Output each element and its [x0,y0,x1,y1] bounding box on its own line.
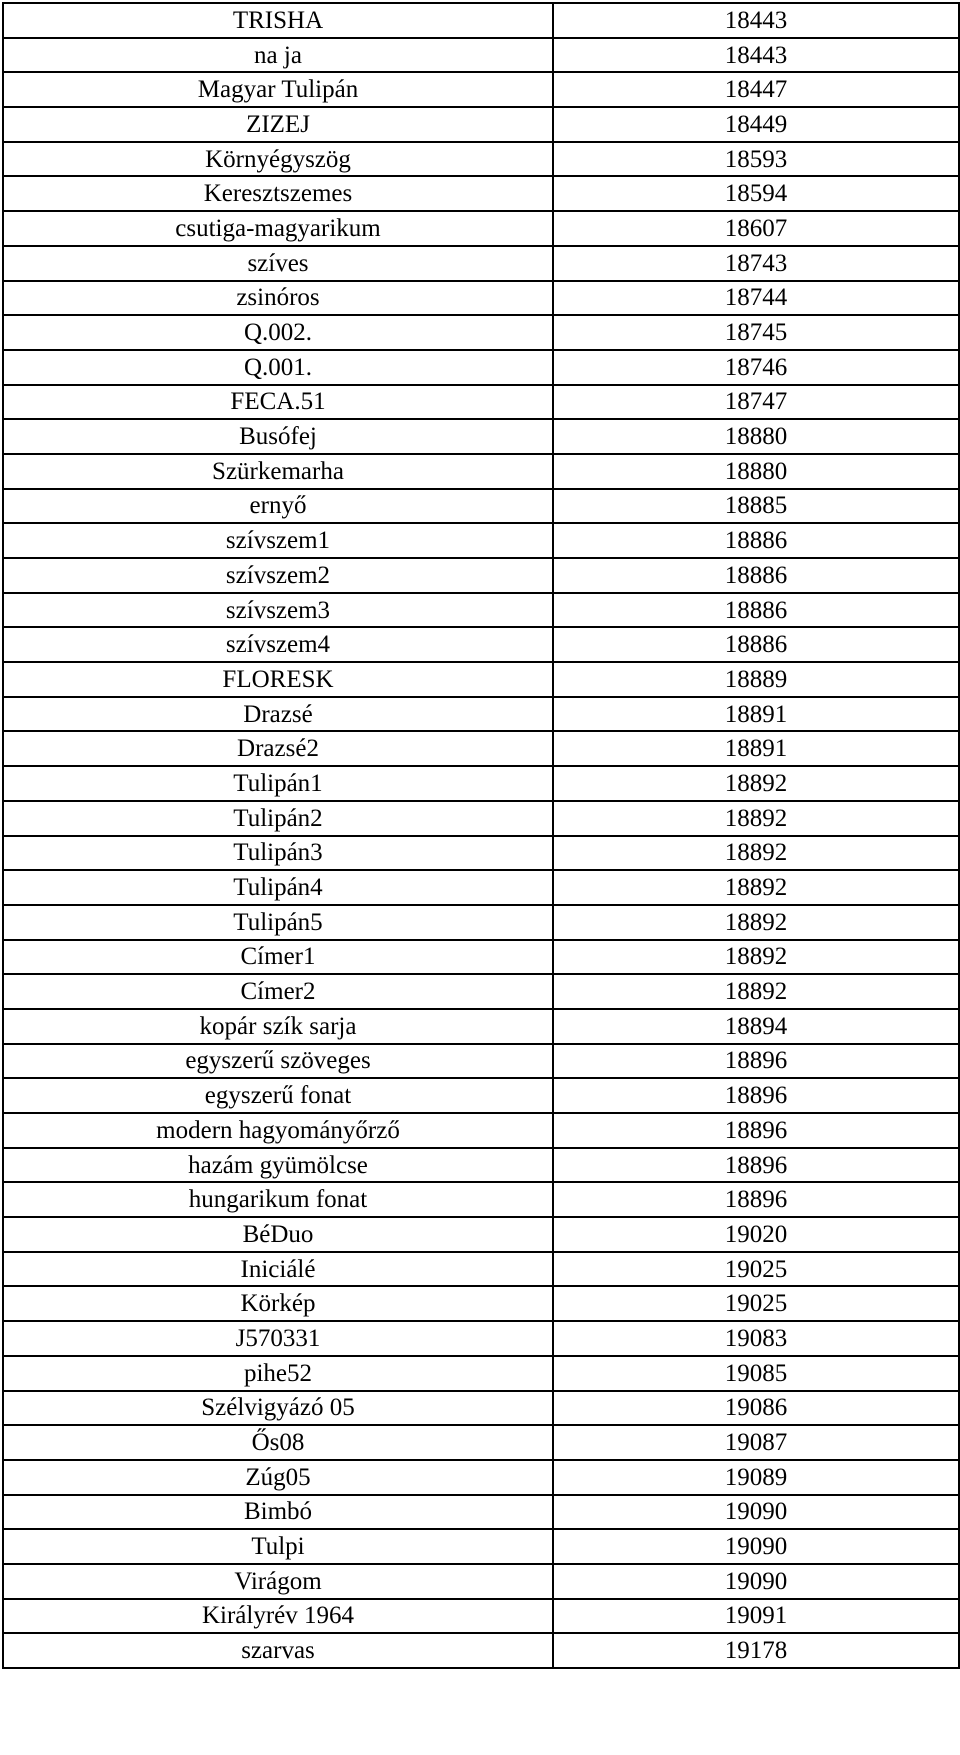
name-cell: Tulipán5 [3,905,553,940]
number-cell: 18747 [553,385,959,420]
name-cell: J570331 [3,1321,553,1356]
name-cell: szíves [3,246,553,281]
number-cell: 19090 [553,1564,959,1599]
table-row [3,385,959,420]
number-cell: 19090 [553,1529,959,1564]
number-cell: 18892 [553,940,959,975]
number-cell: 18593 [553,142,959,177]
table-row [3,766,959,801]
table-row [3,1356,959,1391]
name-cell: szarvas [3,1633,553,1668]
name-cell: Keresztszemes [3,176,553,211]
table-row [3,315,959,350]
name-cell: ZIZEJ [3,107,553,142]
number-cell: 18891 [553,697,959,732]
table-row [3,1113,959,1148]
number-cell: 18744 [553,281,959,316]
number-cell: 19025 [553,1252,959,1287]
table-row [3,1529,959,1564]
table-row [3,731,959,766]
table-row [3,1460,959,1495]
number-cell: 18880 [553,419,959,454]
table-row [3,940,959,975]
name-cell: BéDuo [3,1217,553,1252]
name-cell: Busófej [3,419,553,454]
table-row [3,1148,959,1183]
number-cell: 18896 [553,1078,959,1113]
name-cell: pihe52 [3,1356,553,1391]
name-cell: Szélvigyázó 05 [3,1391,553,1426]
table-row [3,697,959,732]
number-cell: 18443 [553,3,959,38]
table-row [3,38,959,73]
name-cell: Körkép [3,1286,553,1321]
number-cell: 19083 [553,1321,959,1356]
number-cell: 18594 [553,176,959,211]
number-cell: 18892 [553,766,959,801]
table-row [3,870,959,905]
name-cell: FLORESK [3,662,553,697]
name-cell: ernyő [3,489,553,524]
name-cell: Ős08 [3,1425,553,1460]
number-cell: 18607 [553,211,959,246]
number-cell: 18896 [553,1148,959,1183]
table-row [3,974,959,1009]
name-cell: egyszerű szöveges [3,1044,553,1079]
name-cell: modern hagyományőrző [3,1113,553,1148]
name-cell: csutiga-magyarikum [3,211,553,246]
table-row [3,1252,959,1287]
table-row [3,662,959,697]
table-row [3,1633,959,1668]
name-cell: FECA.51 [3,385,553,420]
name-cell: Címer1 [3,940,553,975]
number-cell: 18892 [553,870,959,905]
table-row [3,489,959,524]
table-row [3,1286,959,1321]
table-row [3,246,959,281]
name-cell: Tulpi [3,1529,553,1564]
name-cell: Virágom [3,1564,553,1599]
name-cell: Tulipán4 [3,870,553,905]
table-row [3,905,959,940]
name-cell: Q.002. [3,315,553,350]
name-cell: Drazsé [3,697,553,732]
number-cell: 18886 [553,523,959,558]
name-cell: Környégyszög [3,142,553,177]
number-cell: 18746 [553,350,959,385]
number-cell: 18880 [553,454,959,489]
name-cell: hungarikum fonat [3,1182,553,1217]
number-cell: 18886 [553,558,959,593]
number-cell: 18896 [553,1113,959,1148]
table-row [3,1009,959,1044]
number-cell: 18743 [553,246,959,281]
number-cell: 18745 [553,315,959,350]
name-cell: Drazsé2 [3,731,553,766]
number-cell: 19089 [553,1460,959,1495]
number-cell: 18896 [553,1182,959,1217]
table-row [3,211,959,246]
name-cell: Iniciálé [3,1252,553,1287]
name-cell: Királyrév 1964 [3,1599,553,1634]
number-cell: 18449 [553,107,959,142]
name-cell: Q.001. [3,350,553,385]
name-number-table [2,2,960,1669]
number-cell: 18885 [553,489,959,524]
table-row [3,523,959,558]
number-cell: 19020 [553,1217,959,1252]
name-cell: Bimbó [3,1495,553,1530]
table-row [3,627,959,662]
number-cell: 19087 [553,1425,959,1460]
name-cell: szívszem2 [3,558,553,593]
table-row [3,1495,959,1530]
number-cell: 18443 [553,38,959,73]
table-row [3,1564,959,1599]
number-cell: 18892 [553,801,959,836]
name-cell: kopár szík sarja [3,1009,553,1044]
table-row [3,107,959,142]
number-cell: 18886 [553,627,959,662]
table-body [3,3,959,1668]
number-cell: 19025 [553,1286,959,1321]
number-cell: 18889 [553,662,959,697]
table-row [3,593,959,628]
name-cell: Szürkemarha [3,454,553,489]
number-cell: 18896 [553,1044,959,1079]
table-row [3,1078,959,1113]
table-row [3,558,959,593]
table-row [3,350,959,385]
table-row [3,1321,959,1356]
table-row [3,1391,959,1426]
name-cell: szívszem1 [3,523,553,558]
name-cell: egyszerű fonat [3,1078,553,1113]
number-cell: 19086 [553,1391,959,1426]
table-row [3,176,959,211]
name-cell: zsinóros [3,281,553,316]
table-row [3,454,959,489]
name-cell: Tulipán2 [3,801,553,836]
name-cell: Zúg05 [3,1460,553,1495]
name-cell: TRISHA [3,3,553,38]
name-cell: Tulipán3 [3,836,553,871]
table-row [3,1182,959,1217]
name-cell: na ja [3,38,553,73]
table-row [3,1044,959,1079]
table-row [3,3,959,38]
table-row [3,281,959,316]
table-row [3,72,959,107]
number-cell: 18886 [553,593,959,628]
name-cell: Magyar Tulipán [3,72,553,107]
table-row [3,1217,959,1252]
table-row [3,419,959,454]
number-cell: 18891 [553,731,959,766]
table-row [3,142,959,177]
number-cell: 18892 [553,974,959,1009]
name-cell: szívszem4 [3,627,553,662]
number-cell: 18894 [553,1009,959,1044]
name-cell: Tulipán1 [3,766,553,801]
table-row [3,836,959,871]
table-row [3,1425,959,1460]
number-cell: 18892 [553,905,959,940]
number-cell: 18447 [553,72,959,107]
table-row [3,1599,959,1634]
number-cell: 18892 [553,836,959,871]
number-cell: 19091 [553,1599,959,1634]
name-cell: Címer2 [3,974,553,1009]
number-cell: 19178 [553,1633,959,1668]
number-cell: 19090 [553,1495,959,1530]
name-cell: szívszem3 [3,593,553,628]
number-cell: 19085 [553,1356,959,1391]
table-row [3,801,959,836]
name-cell: hazám gyümölcse [3,1148,553,1183]
